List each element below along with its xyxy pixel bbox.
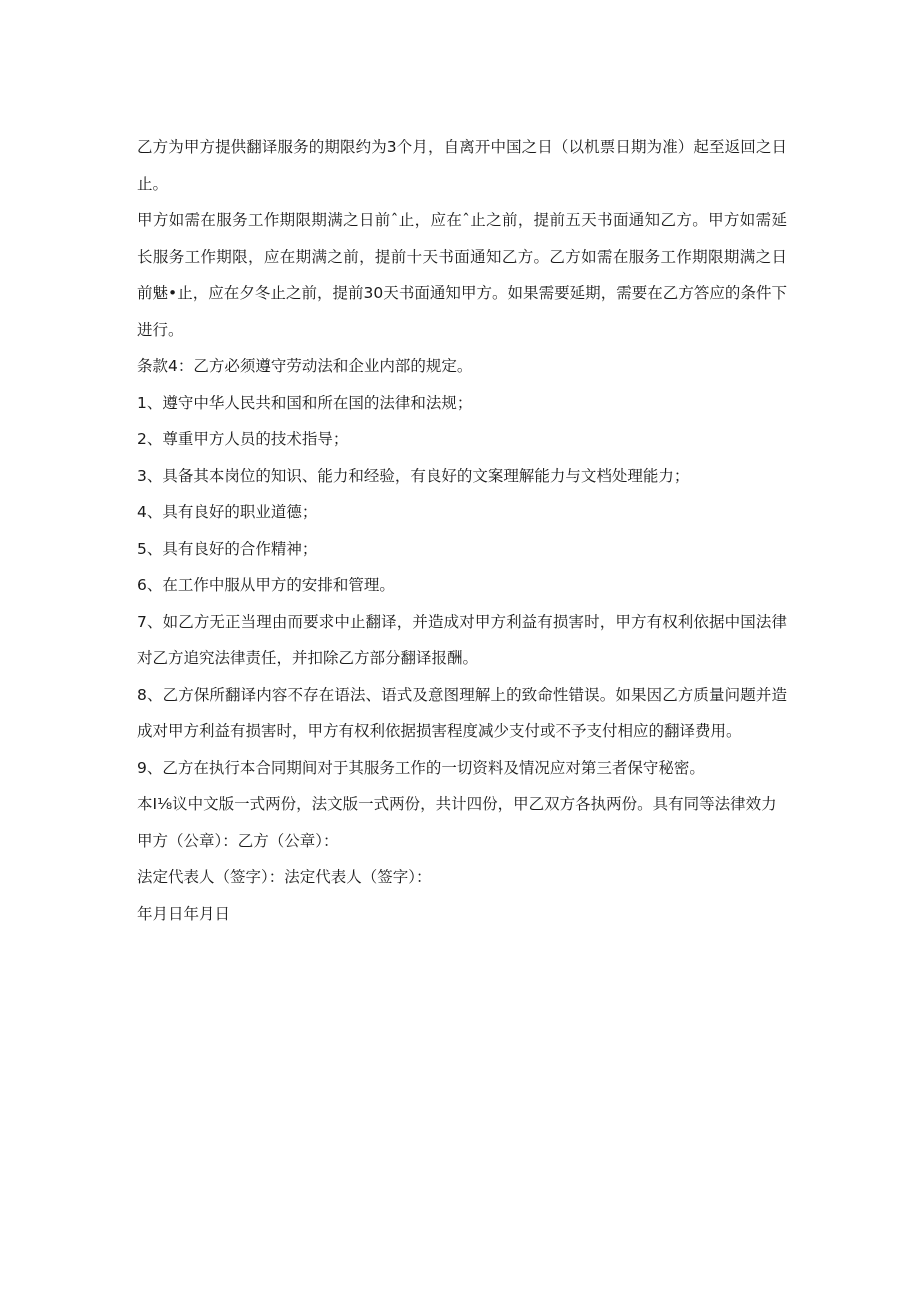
signature-seal-line: 甲方（公章）：乙方（公章）：: [137, 831, 339, 850]
list-item-6: 6、在工作中服从甲方的安排和管理。: [137, 576, 395, 594]
signature-representative-line: 法定代表人（签字）：法定代表人（签字）：: [137, 868, 432, 886]
paragraph-clause-4: 条款4：乙方必须遵守劳动法和企业内部的规定。: [137, 357, 473, 375]
list-item-8: 8、乙方保所翻译内容不存在语法、语式及意图理解上的致命性错误。如果因乙方质量问题并造成对甲方利益有损害时，甲方有权利依据损害程度减少支付或不予支付相应的翻译费用。: [137, 685, 787, 740]
list-item-9: 9、乙方在执行本合同期间对于其服务工作的一切资料及情况应对第三者保守秘密。: [137, 758, 705, 777]
paragraph-service-term: 乙方为甲方提供翻译服务的期限约为3个月，自离开中国之日（以机票日期为准）起至返回之日止。: [137, 138, 787, 193]
paragraph-termination-notice: 甲方如需在服务工作期限期满之日前ˆ止，应在ˆ止之前，提前五天书面通知乙方。甲方如需延长服务工作期限，应在期满之前，提前十天书面通知乙方。乙方如需在服务工作期限期满之日前魅•止，应在夕冬止之前，提前30天书面通知甲方。如果需要延期，需要在乙方答应的条件下进行。: [137, 211, 787, 339]
list-item-1: 1、遵守中华人民共和国和所在国的法律和法规；: [137, 393, 473, 412]
list-item-4: 4、具有良好的职业道德；: [137, 503, 318, 521]
document-body: [137, 129, 787, 932]
list-item-2: 2、尊重甲方人员的技术指导；: [137, 430, 349, 448]
list-item-3: 3、具备其本岗位的知识、能力和经验，有良好的文案理解能力与文档处理能力；: [137, 466, 690, 485]
paragraph-copies: 本I⅛议中文版一式两份，法文版一式两份，共计四份，甲乙双方各执两份。具有同等法律效力: [137, 795, 777, 813]
signature-date-line: 年月日年月日: [137, 904, 231, 923]
list-item-5: 5、具有良好的合作精神；: [137, 539, 318, 558]
list-item-7: 7、如乙方无正当理由而要求中止翻译，并造成对甲方利益有损害时，甲方有权利依据中国法律对乙方追究法律责任，并扣除乙方部分翻译报酬。: [137, 612, 787, 667]
